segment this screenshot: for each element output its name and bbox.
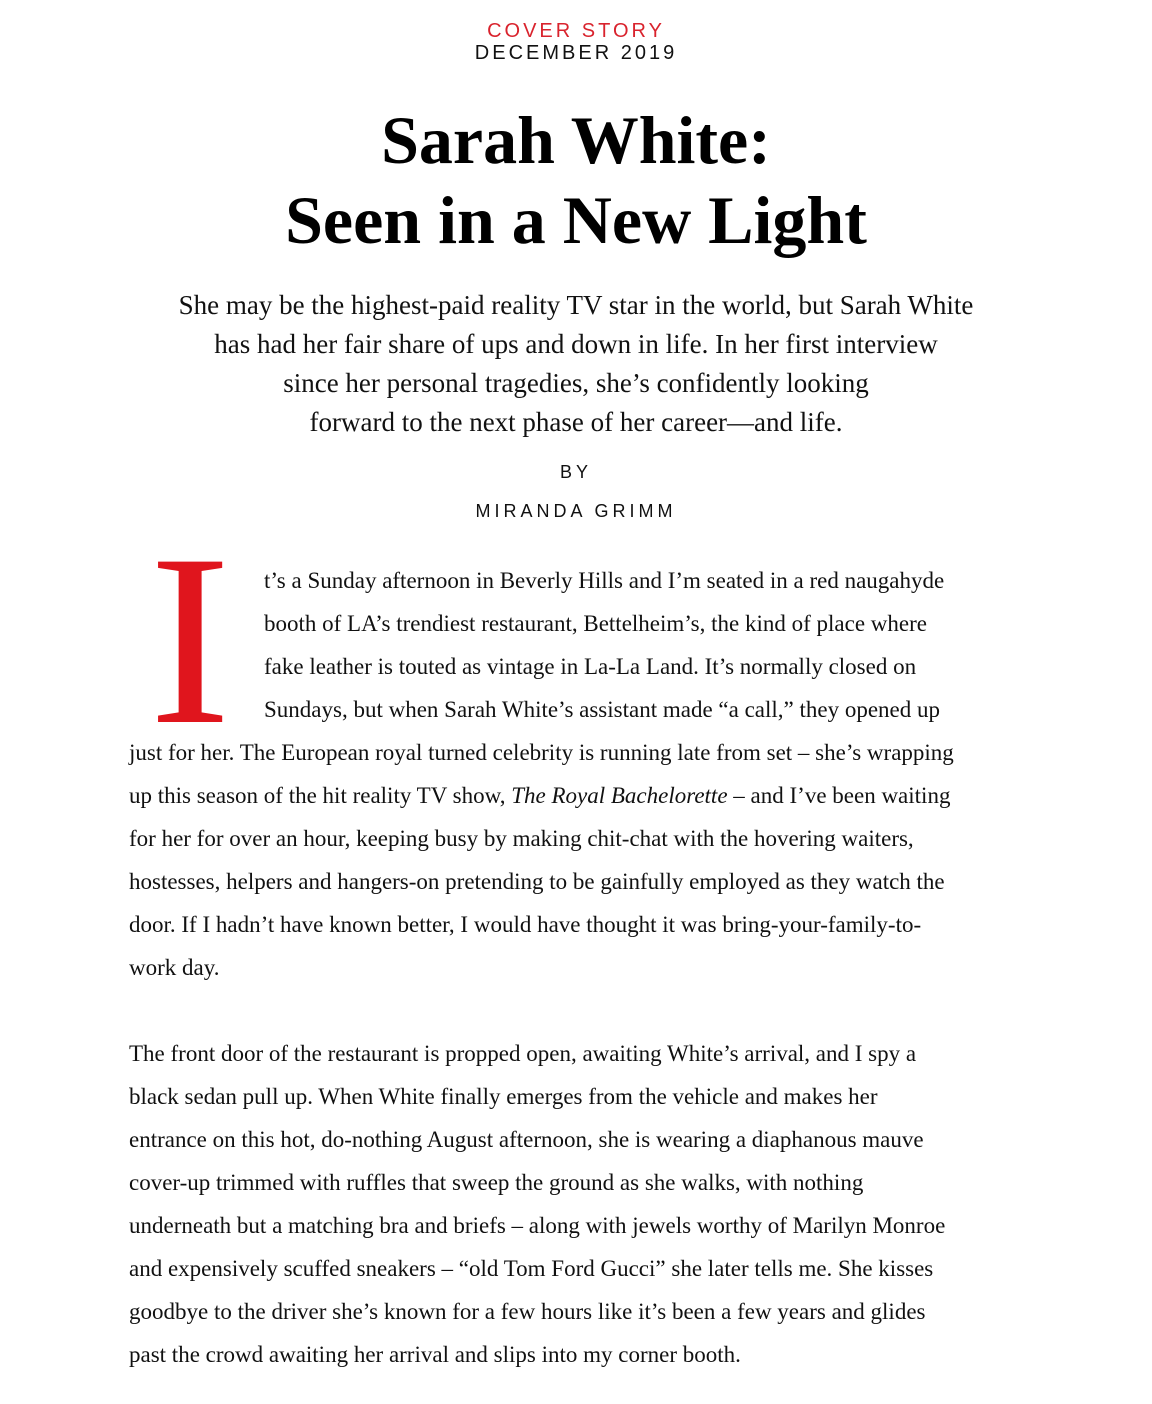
body-line: Sundays, but when Sarah White’s assistant made “a call,” they opened up bbox=[264, 697, 940, 722]
dek-line: forward to the next phase of her career—and life. bbox=[309, 407, 843, 437]
body-line: cover-up trimmed with ruffles that sweep the ground as she walks, with nothing bbox=[129, 1170, 864, 1195]
dek-line: since her personal tragedies, she’s confidently looking bbox=[283, 368, 869, 398]
body-line: past the crowd awaiting her arrival and slips into my corner booth. bbox=[129, 1342, 741, 1367]
issue-date: DECEMBER 2019 bbox=[474, 42, 678, 64]
body-line: entrance on this hot, do-nothing August afternoon, she is wearing a diaphanous mauve bbox=[129, 1127, 924, 1152]
paragraph-gap bbox=[129, 989, 1029, 1032]
dek-line: She may be the highest-paid reality TV star in the world, but Sarah White bbox=[178, 290, 974, 320]
body-line: fake leather is touted as vintage in La-La Land. It’s normally closed on bbox=[264, 654, 917, 679]
body-line: t’s a Sunday afternoon in Beverly Hills and I’m seated in a red naugahyde bbox=[264, 568, 945, 593]
body-line: The front door of the restaurant is propped open, awaiting White’s arrival, and I spy a bbox=[129, 1041, 917, 1066]
body-line: work day. bbox=[129, 955, 220, 980]
paragraph-1 bbox=[129, 559, 1029, 989]
body-line: just for her. The European royal turned celebrity is running late from set – she’s wrapping bbox=[129, 740, 954, 765]
author-name: MIRANDA GRIMM bbox=[475, 501, 677, 521]
body-line: booth of LA’s trendiest restaurant, Bettelheim’s, the kind of place where bbox=[264, 611, 927, 636]
body-text-run: up this season of the hit reality TV show, bbox=[129, 783, 512, 808]
article-headline bbox=[0, 100, 1152, 260]
section-label: COVER STORY bbox=[487, 20, 665, 42]
body-line: underneath but a matching bra and briefs – along with jewels worthy of Marilyn Monroe bbox=[129, 1213, 946, 1238]
headline-line-2: Seen in a New Light bbox=[285, 182, 867, 258]
body-line: and expensively scuffed sneakers – “old Tom Ford Gucci” she later tells me. She kisses bbox=[129, 1256, 934, 1281]
dek-line: has had her fair share of ups and down in life. In her first interview bbox=[214, 329, 938, 359]
body-line: goodbye to the driver she’s known for a few hours like it’s been a few years and glides bbox=[129, 1299, 926, 1324]
body-line: hostesses, helpers and hangers-on pretending to be gainfully employed as they watch the bbox=[129, 869, 945, 894]
kicker bbox=[0, 20, 1152, 64]
article-dek bbox=[0, 286, 1152, 442]
drop-cap: I bbox=[149, 504, 231, 775]
body-line bbox=[129, 774, 1029, 817]
article-body bbox=[129, 559, 1029, 1376]
body-text-run: – and I’ve been waiting bbox=[727, 783, 951, 808]
paragraph-2 bbox=[129, 1032, 1029, 1376]
body-line: for her for over an hour, keeping busy by making chit-chat with the hovering waiters, bbox=[129, 826, 914, 851]
headline-line-1: Sarah White: bbox=[381, 102, 771, 178]
show-title: The Royal Bachelorette bbox=[511, 783, 728, 808]
body-line: door. If I hadn’t have known better, I would have thought it was bring-your-family-to- bbox=[129, 912, 922, 937]
body-line: black sedan pull up. When White finally emerges from the vehicle and makes her bbox=[129, 1084, 878, 1109]
byline-prefix: BY bbox=[559, 462, 592, 482]
